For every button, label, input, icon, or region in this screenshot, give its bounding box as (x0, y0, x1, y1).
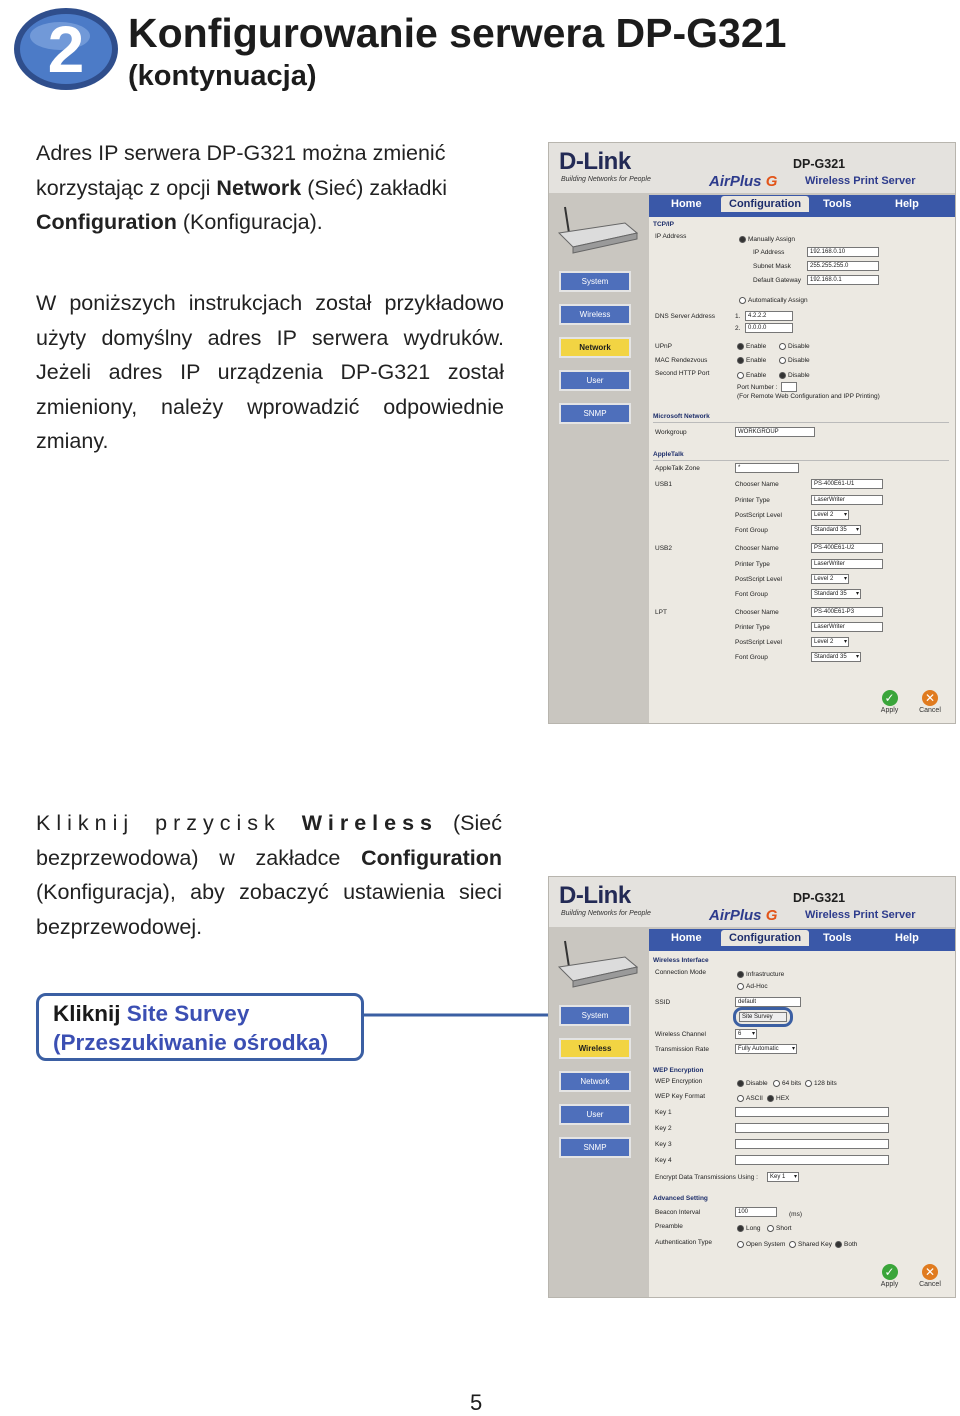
ip-field-label: IP Address (753, 249, 785, 256)
usb1-printer-type-input[interactable]: LaserWriter (811, 495, 883, 505)
channel-select[interactable]: 6 ▾ (735, 1029, 757, 1039)
dns2-input[interactable]: 0.0.0.0 (745, 323, 793, 333)
key4-label: Key 4 (655, 1157, 672, 1164)
check-icon: ✓ (882, 1264, 898, 1280)
http-disable[interactable]: Disable (779, 372, 810, 379)
dlink-logo: D-Link (559, 882, 631, 909)
wireless-form (649, 951, 955, 1297)
cancel-button[interactable]: ✕ Cancel (919, 691, 941, 714)
gateway-input[interactable]: 192.168.0.1 (807, 275, 879, 285)
key2-label: Key 2 (655, 1125, 672, 1132)
port-note: (For Remote Web Configuration and IPP Printing) (737, 393, 880, 400)
router-image (555, 937, 639, 989)
upnp-enable[interactable]: Enable (737, 343, 766, 350)
lpt-chooser-input[interactable]: PS-400E61-P3 (811, 607, 883, 617)
appletalk-zone-input[interactable]: * (735, 463, 799, 473)
ps-level-label: PostScript Level (735, 576, 782, 583)
apply-button[interactable]: ✓ Apply (880, 691, 899, 714)
usb1-chooser-input[interactable]: PS-400E61-U1 (811, 479, 883, 489)
gateway-label: Default Gateway (753, 277, 802, 284)
dlink-tagline: Building Networks for People (561, 910, 651, 917)
section-advanced-setting: Advanced Setting (653, 1195, 708, 1202)
tab-home[interactable]: Home (671, 932, 702, 944)
port-usb1-label: USB1 (655, 481, 672, 488)
usb1-font-group-select[interactable]: Standard 35 ▾ (811, 525, 861, 535)
auth-shared-option[interactable]: Shared Key (789, 1241, 832, 1248)
page-number: 5 (470, 1390, 483, 1415)
font-group-label: Font Group (735, 527, 768, 534)
font-group-label: Font Group (735, 591, 768, 598)
encrypt-using-label: Encrypt Data Transmissions Using : (655, 1174, 758, 1181)
sidebar-item-wireless[interactable]: Wireless (559, 304, 631, 325)
ascii-option[interactable]: ASCII (737, 1095, 763, 1102)
hex-option[interactable]: HEX (767, 1095, 789, 1102)
auth-both-option[interactable]: Both (835, 1241, 857, 1248)
lpt-ps-level-select[interactable]: Level 2 ▾ (811, 637, 849, 647)
wireless-instruction-paragraph: Kliknij przycisk Wireless (Sieć bezprzewodowa) w zakładce Configuration (Konfiguracja), aby zobaczyć ustawienia sieci bezprzewodowej. (36, 811, 502, 939)
section-appletalk: AppleTalk (653, 451, 684, 458)
ssid-input[interactable]: default (735, 997, 801, 1007)
product-name: Wireless Print Server (805, 175, 916, 187)
printer-type-label: Printer Type (735, 497, 770, 504)
wep-128bit-option[interactable]: 128 bits (805, 1080, 837, 1087)
dlink-banner (549, 877, 955, 927)
site-survey-callout: Kliknij Site Survey (Przeszukiwanie ośrodka) (36, 993, 364, 1061)
divider (653, 422, 949, 423)
tab-configuration[interactable]: Configuration (721, 196, 809, 212)
tab-home[interactable]: Home (671, 198, 702, 210)
tab-configuration[interactable]: Configuration (721, 930, 809, 946)
mac-disable[interactable]: Disable (779, 357, 810, 364)
check-icon: ✓ (882, 690, 898, 706)
beacon-unit: (ms) (789, 1211, 802, 1218)
tab-help[interactable]: Help (895, 932, 919, 944)
intro-paragraph-network: Adres IP serwera DP-G321 można zmienić korzystając z opcji Network (Sieć) zakładki Configuration (Konfiguracja). (36, 141, 448, 234)
wep-encryption-label: WEP Encryption (655, 1078, 703, 1085)
preamble-long-option[interactable]: Long (737, 1225, 760, 1232)
tab-tools[interactable]: Tools (823, 198, 852, 210)
workgroup-label: Workgroup (655, 429, 687, 436)
wep-key-format-label: WEP Key Format (655, 1093, 706, 1100)
key1-input[interactable] (735, 1107, 889, 1117)
close-icon: ✕ (922, 690, 938, 706)
top-tab-bar (649, 929, 955, 951)
sidebar-item-user[interactable]: User (559, 1104, 631, 1125)
section-wep-encryption: WEP Encryption (653, 1067, 704, 1074)
dns2-index: 2. (735, 325, 741, 332)
wireless-channel-label: Wireless Channel (655, 1031, 706, 1038)
sidebar-item-system[interactable]: System (559, 271, 631, 292)
printer-type-label: Printer Type (735, 561, 770, 568)
close-icon: ✕ (922, 1264, 938, 1280)
chooser-name-label: Chooser Name (735, 609, 779, 616)
port-lpt-label: LPT (655, 609, 667, 616)
printer-type-label: Printer Type (735, 624, 770, 631)
lpt-printer-type-input[interactable]: LaserWriter (811, 622, 883, 632)
section-ms-network: Microsoft Network (653, 413, 710, 420)
lpt-font-group-select[interactable]: Standard 35 ▾ (811, 652, 861, 662)
second-http-label: Second HTTP Port (655, 370, 710, 377)
ps-level-label: PostScript Level (735, 639, 782, 646)
http-enable[interactable]: Enable (737, 372, 766, 379)
tab-help[interactable]: Help (895, 198, 919, 210)
router-image (555, 203, 639, 255)
section-tcpip: TCP/IP (653, 221, 674, 228)
key3-input[interactable] (735, 1139, 889, 1149)
network-config-screenshot (548, 142, 956, 724)
sidebar-item-network[interactable]: Network (559, 1071, 631, 1092)
form-actions (869, 690, 945, 717)
mac-enable[interactable]: Enable (737, 357, 766, 364)
ip-address-label: IP Address (655, 233, 687, 240)
usb1-ps-level-select[interactable]: Level 2 ▾ (811, 510, 849, 520)
transmission-rate-label: Transmission Rate (655, 1046, 709, 1053)
font-group-label: Font Group (735, 654, 768, 661)
dlink-banner (549, 143, 955, 193)
beacon-interval-label: Beacon Interval (655, 1209, 701, 1216)
sidebar-item-wireless[interactable]: Wireless (559, 1038, 631, 1059)
model-name: DP-G321 (793, 157, 846, 171)
section-wireless-interface: Wireless Interface (653, 957, 709, 964)
key2-input[interactable] (735, 1123, 889, 1133)
port-usb2-label: USB2 (655, 545, 672, 552)
subnet-input[interactable]: 255.255.255.0 (807, 261, 879, 271)
divider (653, 460, 949, 461)
rate-select[interactable]: Fully Automatic ▾ (735, 1044, 797, 1054)
ps-level-label: PostScript Level (735, 512, 782, 519)
chooser-name-label: Chooser Name (735, 545, 779, 552)
product-name: Wireless Print Server (805, 909, 916, 921)
encrypt-key-select[interactable]: Key 1 ▾ (767, 1172, 799, 1182)
beacon-interval-input[interactable]: 100 (735, 1207, 777, 1217)
dlink-logo: D-Link (559, 148, 631, 175)
sidebar-item-snmp[interactable]: SNMP (559, 1137, 631, 1158)
port-number-label: Port Number : (737, 384, 778, 391)
dns1-index: 1. (735, 313, 741, 320)
key1-label: Key 1 (655, 1109, 672, 1116)
site-survey-highlight (733, 1007, 793, 1027)
airplus-logo: AirPlus G (709, 907, 778, 924)
intro-paragraph-default-ip: W poniższych instrukcjach został przykładowo użyty domyślny adres IP serwera wydruków. Jeżeli adres IP urządzenia DP-G321 został zmieniony, należy wprowadzić odpowiednie zmiany. (36, 291, 504, 453)
wep-disable-option[interactable]: Disable (737, 1080, 768, 1087)
step-number: 2 (47, 12, 85, 86)
appletalk-zone-label: AppleTalk Zone (655, 465, 700, 472)
usb2-printer-type-input[interactable]: LaserWriter (811, 559, 883, 569)
manual-assign-option[interactable]: Manually Assign (739, 236, 795, 243)
dns1-input[interactable]: 4.2.2.2 (745, 311, 793, 321)
model-name: DP-G321 (793, 891, 846, 905)
ip-input[interactable]: 192.168.0.10 (807, 247, 879, 257)
cancel-button[interactable]: ✕ Cancel (919, 1265, 941, 1288)
upnp-disable[interactable]: Disable (779, 343, 810, 350)
top-tab-bar (649, 195, 955, 217)
sidebar-item-system[interactable]: System (559, 1005, 631, 1026)
port-number-input[interactable] (781, 382, 797, 392)
workgroup-input[interactable]: WORKGROUP (735, 427, 815, 437)
form-actions (869, 1264, 945, 1291)
ssid-label: SSID (655, 999, 671, 1006)
preamble-label: Preamble (655, 1223, 683, 1230)
sidebar-item-snmp[interactable]: SNMP (559, 403, 631, 424)
sidebar-item-user[interactable]: User (559, 370, 631, 391)
auth-open-option[interactable]: Open System (737, 1241, 785, 1248)
page-title: Konfigurowanie serwera DP-G321 (128, 10, 787, 56)
page-subtitle: (kontynuacja) (128, 60, 317, 92)
usb2-font-group-select[interactable]: Standard 35 ▾ (811, 589, 861, 599)
wireless-config-screenshot (548, 876, 956, 1298)
infrastructure-option[interactable]: Infrastructure (737, 971, 784, 978)
dlink-tagline: Building Networks for People (561, 176, 651, 183)
adhoc-option[interactable]: Ad-Hoc (737, 983, 768, 990)
apply-button[interactable]: ✓ Apply (880, 1265, 899, 1288)
usb2-ps-level-select[interactable]: Level 2 ▾ (811, 574, 849, 584)
preamble-short-option[interactable]: Short (767, 1225, 792, 1232)
tab-tools[interactable]: Tools (823, 932, 852, 944)
connection-mode-label: Connection Mode (655, 969, 706, 976)
site-survey-button[interactable]: Site Survey (739, 1012, 787, 1022)
callout-arrow (363, 1008, 567, 1022)
sidebar-item-network[interactable]: Network (559, 337, 631, 358)
auth-type-label: Authentication Type (655, 1239, 712, 1246)
dns-label: DNS Server Address (655, 313, 715, 320)
key4-input[interactable] (735, 1155, 889, 1165)
auto-assign-option[interactable]: Automatically Assign (739, 297, 808, 304)
mac-rendezvous-label: MAC Rendezvous (655, 357, 708, 364)
chooser-name-label: Chooser Name (735, 481, 779, 488)
key3-label: Key 3 (655, 1141, 672, 1148)
airplus-logo: AirPlus G (709, 173, 778, 190)
network-form (649, 217, 955, 723)
wep-64bit-option[interactable]: 64 bits (773, 1080, 801, 1087)
upnp-label: UPnP (655, 343, 672, 350)
subnet-label: Subnet Mask (753, 263, 791, 270)
usb2-chooser-input[interactable]: PS-400E61-U2 (811, 543, 883, 553)
